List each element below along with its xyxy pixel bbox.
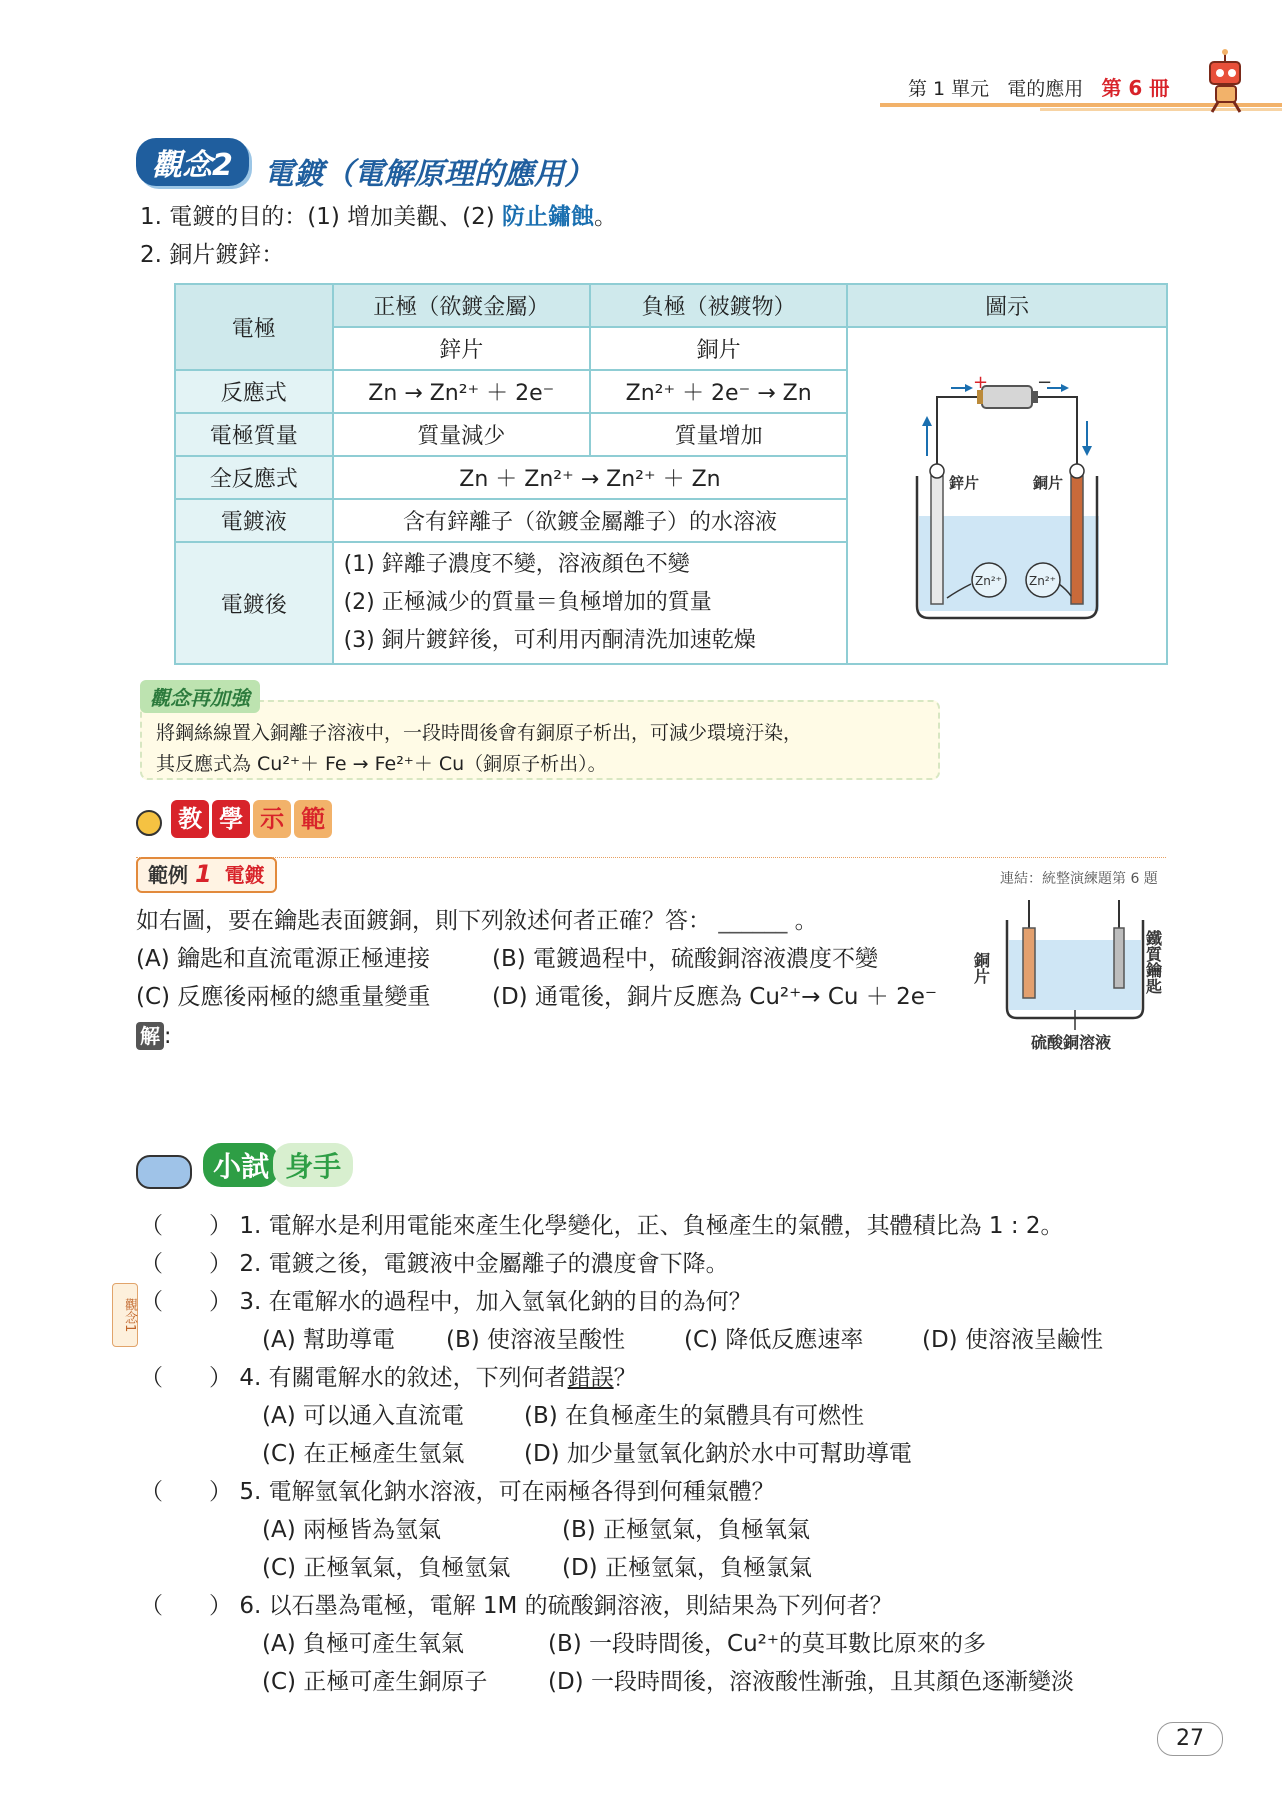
try-heading	[136, 1143, 353, 1195]
example-link: 連結：統整演練題第 6 題	[1000, 871, 1158, 887]
question-2	[140, 1245, 729, 1278]
example-option-c: (C) 反應後兩極的總重量變重	[136, 984, 431, 1010]
robot-mascot-icon	[1196, 48, 1256, 114]
col-diagram-header: 圖示	[847, 284, 1167, 327]
try-title-sub: 身手	[273, 1143, 353, 1187]
example-question	[136, 902, 818, 935]
q3-option-b: (B) 使溶液呈酸性	[446, 1327, 626, 1353]
answer-paren[interactable]: （ ）	[140, 1289, 232, 1315]
header-unit-name: 電的應用	[1007, 78, 1084, 100]
q6-option-b: (B) 一段時間後，Cu²⁺的莫耳數比原來的多	[548, 1631, 987, 1657]
electroplating-table	[174, 283, 1168, 665]
q3-option-d: (D) 使溶液呈鹼性	[922, 1327, 1103, 1353]
example-tag-number: 1	[194, 860, 212, 888]
diagram-minus: −	[1037, 372, 1053, 393]
teaching-demo-heading	[136, 800, 335, 838]
question-emphasis: 錯誤	[567, 1365, 614, 1391]
negative-mass: 質量增加	[590, 413, 847, 456]
note-tag: 觀念再加強	[140, 680, 260, 713]
row-reaction-label: 反應式	[175, 370, 333, 413]
col-negative-header: 負極（被鍍物）	[590, 284, 847, 327]
point-copper-zinc: 2. 銅片鍍鋅：	[140, 242, 285, 268]
after-note-1: (1) 鋅離子濃度不變，溶液顏色不變	[343, 552, 690, 577]
example-question-period: 。	[794, 908, 818, 934]
diagram-copper-label: 銅片	[1033, 474, 1064, 492]
point-purpose-answer: 防止鏽蝕	[502, 204, 595, 230]
q4-option-a: (A) 可以通入直流電	[262, 1403, 464, 1429]
header-book: 第 6 冊	[1101, 76, 1170, 100]
row-after-label: 電鍍後	[175, 542, 333, 664]
electroplating-diagram	[907, 372, 1107, 621]
example-tag-label: 範例	[148, 863, 188, 887]
example-tag-topic: 電鍍	[224, 863, 265, 887]
plating-solution: 含有鋅離子（欲鍍金屬離子）的水溶液	[333, 499, 848, 542]
question-text-end: ？	[613, 1365, 637, 1391]
question-number: 2.	[239, 1251, 262, 1277]
diagram-ion-1: Zn²⁺	[975, 574, 1003, 588]
overall-reaction: Zn ＋ Zn²⁺ → Zn²⁺ ＋ Zn	[333, 456, 848, 499]
tile-1: 教	[171, 800, 209, 838]
positive-reaction: Zn → Zn²⁺ ＋ 2e⁻	[333, 370, 590, 413]
diagram-iron-key-label: 鐵質鑰匙	[1143, 930, 1163, 994]
page-number: 27	[1157, 1722, 1223, 1756]
diagram-copper-sulfate-label: 硫酸銅溶液	[1031, 1033, 1112, 1052]
after-note-2: (2) 正極減少的質量＝負極增加的質量	[343, 590, 712, 615]
q5-option-a: (A) 兩極皆為氫氣	[262, 1517, 441, 1543]
concept-badge: 觀念2	[136, 138, 249, 186]
negative-material: 銅片	[590, 327, 847, 370]
q3-option-a: (A) 幫助導電	[262, 1327, 395, 1353]
row-overall-label: 全反應式	[175, 456, 333, 499]
question-number: 1.	[239, 1213, 262, 1239]
note-line-2: 其反應式為 Cu²⁺＋ Fe → Fe²⁺＋ Cu（銅原子析出）。	[156, 753, 607, 775]
question-number: 3.	[239, 1289, 262, 1315]
question-number: 6.	[239, 1593, 262, 1619]
q4-option-c: (C) 在正極產生氫氣	[262, 1441, 465, 1467]
concept-side-tag: 觀念1	[112, 1283, 138, 1347]
question-text: 電解水是利用電能來產生化學變化，正、負極產生的氣體，其體積比為 1 : 2。	[268, 1213, 1064, 1239]
answer-paren[interactable]: （ ）	[140, 1365, 232, 1391]
question-4	[140, 1359, 637, 1392]
concept-title: 電鍍（電解原理的應用）	[263, 156, 594, 192]
note-line-1: 將鋼絲線置入銅離子溶液中，一段時間後會有銅原子析出，可減少環境汙染，	[156, 722, 803, 744]
solve-label: 解 :	[136, 1022, 171, 1050]
solve-badge: 解	[136, 1022, 164, 1050]
diagram-ion-2: Zn²⁺	[1029, 574, 1057, 588]
positive-mass: 質量減少	[333, 413, 590, 456]
answer-paren[interactable]: （ ）	[140, 1593, 232, 1619]
point-purpose-suffix: 。	[594, 204, 618, 230]
question-text: 在電解水的過程中，加入氫氧化鈉的目的為何？	[268, 1289, 752, 1315]
q6-option-a: (A) 負極可產生氧氣	[262, 1631, 464, 1657]
example-option-a: (A) 鑰匙和直流電源正極連接	[136, 946, 430, 972]
reinforcement-note	[140, 700, 940, 780]
example-option-d: (D) 通電後，銅片反應為 Cu²⁺→ Cu ＋ 2e⁻	[492, 984, 938, 1010]
question-5	[140, 1473, 775, 1506]
row-solution-label: 電鍍液	[175, 499, 333, 542]
q3-option-c: (C) 降低反應速率	[684, 1327, 864, 1353]
bee-icon	[136, 810, 162, 836]
row-mass-label: 電極質量	[175, 413, 333, 456]
question-text: 電鍍之後，電鍍液中金屬離子的濃度會下降。	[268, 1251, 729, 1277]
electroplating-diagram-cell	[847, 327, 1167, 664]
tile-2: 學	[212, 800, 250, 838]
try-title-main: 小試	[203, 1143, 279, 1187]
answer-paren[interactable]: （ ）	[140, 1213, 232, 1239]
question-3	[140, 1283, 752, 1316]
q4-option-b: (B) 在負極產生的氣體具有可燃性	[524, 1403, 865, 1429]
point-purpose-prefix: 1. 電鍍的目的：(1) 增加美觀、(2)	[140, 204, 495, 230]
row-electrode-label: 電極	[175, 284, 333, 370]
q5-option-b: (B) 正極氫氣，負極氧氣	[562, 1517, 811, 1543]
positive-material: 鋅片	[333, 327, 590, 370]
question-1	[140, 1207, 1064, 1240]
question-text: 以石墨為電極，電解 1M 的硫酸銅溶液，則結果為下列何者？	[268, 1593, 893, 1619]
negative-reaction: Zn²⁺ ＋ 2e⁻ → Zn	[590, 370, 847, 413]
q4-option-d: (D) 加少量氫氧化鈉於水中可幫助導電	[524, 1441, 912, 1467]
after-plating-notes	[333, 542, 848, 664]
q6-option-c: (C) 正極可產生銅原子	[262, 1669, 488, 1695]
col-positive-header: 正極（欲鍍金屬）	[333, 284, 590, 327]
question-text: 電解氫氧化鈉水溶液，可在兩極各得到何種氣體？	[268, 1479, 775, 1505]
example-question-text: 如右圖，要在鑰匙表面鍍銅，則下列敘述何者正確？答：	[136, 908, 711, 934]
example-tag	[136, 857, 277, 893]
example-answer-blank: ______	[718, 908, 788, 934]
concept-heading	[136, 138, 594, 192]
diagram-plus: +	[973, 372, 989, 393]
header-unit: 第 1 單元	[908, 78, 990, 100]
point-purpose	[140, 198, 617, 231]
q6-option-d: (D) 一段時間後，溶液酸性漸強，且其顏色逐漸變淡	[548, 1669, 1074, 1695]
diagram-copper-sheet-label: 銅片	[971, 952, 991, 984]
question-6	[140, 1587, 893, 1620]
running-header	[908, 72, 1169, 101]
mascot-icon	[136, 1155, 192, 1189]
example-option-b: (B) 電鍍過程中，硫酸銅溶液濃度不變	[492, 946, 879, 972]
after-note-3: (3) 銅片鍍鋅後，可利用丙酮清洗加速乾燥	[343, 628, 756, 653]
question-text: 有關電解水的敘述，下列何者	[268, 1365, 568, 1391]
question-number: 4.	[239, 1365, 262, 1391]
tile-3: 示	[253, 800, 291, 838]
answer-paren[interactable]: （ ）	[140, 1251, 232, 1277]
q5-option-d: (D) 正極氫氣，負極氯氣	[562, 1555, 812, 1581]
key-plating-diagram	[971, 900, 1175, 1052]
diagram-zinc-label: 鋅片	[949, 474, 980, 492]
q5-option-c: (C) 正極氧氣，負極氫氣	[262, 1555, 511, 1581]
tile-4: 範	[294, 800, 332, 838]
answer-paren[interactable]: （ ）	[140, 1479, 232, 1505]
question-number: 5.	[239, 1479, 262, 1505]
